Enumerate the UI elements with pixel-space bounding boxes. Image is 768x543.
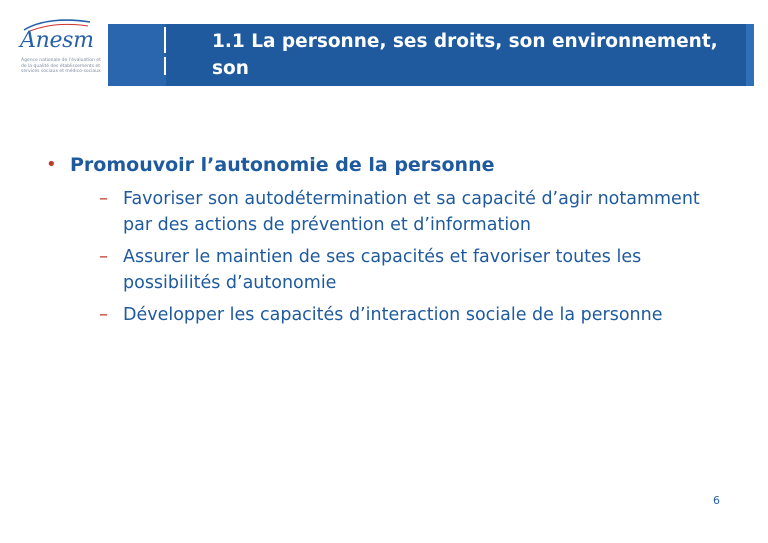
anesm-logo [12, 14, 100, 84]
sub-bullet-text: Développer les capacités d’interaction sociale de la personne [123, 305, 663, 325]
title-divider-bottom [164, 57, 166, 75]
dash-icon: – [99, 246, 108, 267]
bullet-icon: • [46, 154, 57, 175]
main-bullet-text: Promouvoir l’autonomie de la personne [70, 154, 495, 176]
title-divider-top [164, 27, 166, 53]
logo-subtitle: Agence nationale de l'évaluation et de la qualité des établissements et services sociaux et médico-sociaux [21, 58, 101, 74]
sub-bullet [99, 186, 736, 238]
dash-icon: – [99, 304, 108, 325]
slide-title [212, 28, 752, 109]
sub-bullet [99, 302, 736, 328]
slide-content [46, 150, 736, 334]
slide-title-line2: projet [250, 85, 313, 106]
sub-bullet-text: Favoriser son autodétermination et sa capacité d’agir notamment par des actions de prévention et d’information [123, 189, 700, 235]
slide-title-line1: 1.1 La personne, ses droits, son environnement, son [212, 31, 718, 79]
logo-name: Anesm [20, 28, 94, 53]
dash-icon: – [99, 188, 108, 209]
sub-bullet [99, 244, 736, 296]
main-bullet [46, 150, 736, 180]
sub-bullet-text: Assurer le maintien de ses capacités et favoriser toutes les possibilités d’autonomie [123, 247, 642, 293]
page-number: 6 [713, 494, 720, 507]
title-bar [108, 24, 754, 106]
sub-bullet-list [99, 186, 736, 328]
